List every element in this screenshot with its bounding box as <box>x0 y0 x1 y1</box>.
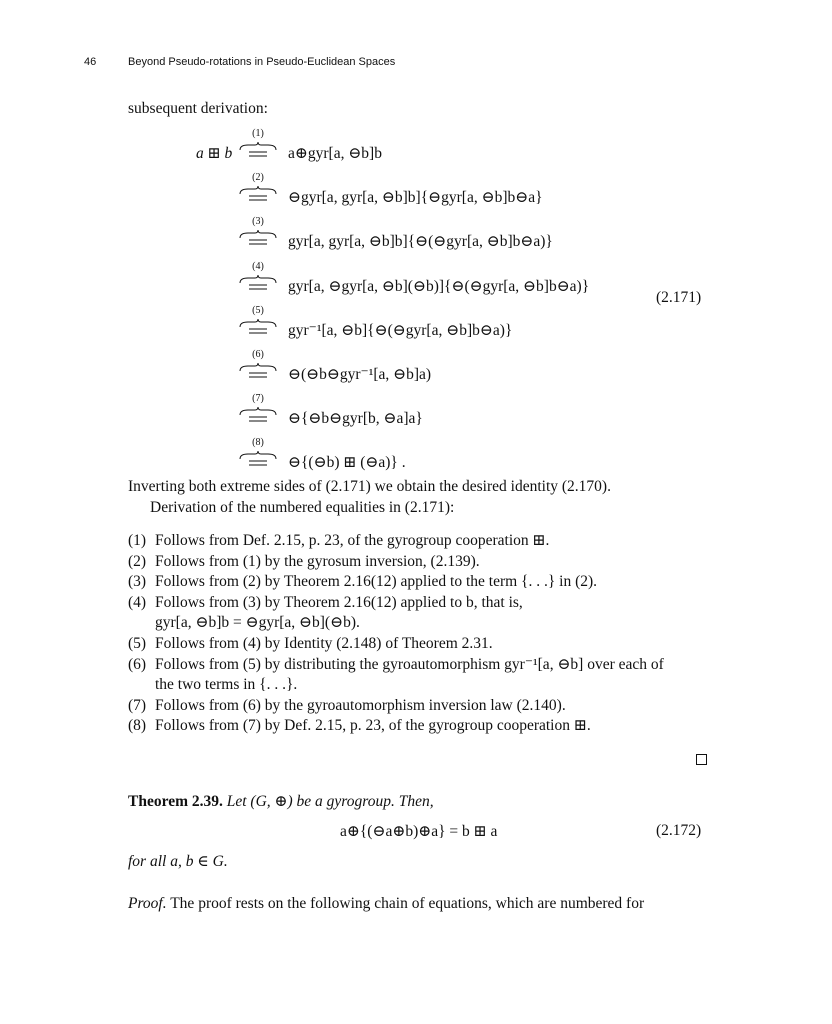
theorem-statement: Let (G, ⊕) be a gyrogroup. Then, <box>226 793 434 810</box>
brace-equals-icon <box>238 361 278 381</box>
running-header <box>84 56 395 68</box>
step-rhs: ⊖(⊖b⊖gyr⁻¹[a, ⊖b]a) <box>288 366 432 383</box>
step-label: (6) <box>252 349 264 360</box>
brace-equals-icon <box>238 405 278 425</box>
justification-number: (3) <box>128 573 147 591</box>
step-equals-sign <box>238 261 278 297</box>
step-equals-sign <box>238 172 278 208</box>
theorem-label: Theorem 2.39. <box>128 793 223 810</box>
theorem-condition: for all a, b ∈ G. <box>128 853 228 870</box>
step-label: (5) <box>252 304 264 316</box>
step-equals-sign <box>238 393 278 429</box>
justification-text: the two terms in {. . .}. <box>155 676 298 694</box>
justification-text: Follows from (1) by the gyrosum inversion, (2.139). <box>155 552 480 570</box>
justification-item <box>128 696 664 717</box>
step-equals-sign <box>238 216 278 252</box>
proof-paragraph <box>128 894 644 914</box>
step-rhs: ⊖gyr[a, gyr[a, ⊖b]b]{⊖gyr[a, ⊖b]b⊖a} <box>288 189 543 207</box>
step-equals-sign <box>238 437 278 473</box>
theorem-equation: a⊕{(⊖a⊕b)⊕a} = b ⊞ a <box>340 823 498 840</box>
brace-equals-icon <box>238 273 278 293</box>
justification-item <box>128 593 664 634</box>
justification-item <box>128 655 664 696</box>
derivation-lhs: a ⊞ b <box>196 145 233 162</box>
step-label: (8) <box>252 437 264 449</box>
equation-number-2171: (2.171) <box>656 289 702 306</box>
justification-item <box>128 634 664 655</box>
justification-number: (1) <box>128 532 147 549</box>
justification-text: Follows from (5) by distributing the gyroautomorphism gyr⁻¹[a, ⊖b] over each of <box>155 655 664 673</box>
justification-text: Follows from (3) by Theorem 2.16(12) applied to b, that is, <box>155 593 523 611</box>
brace-equals-icon <box>238 449 278 469</box>
equation-number-2172: (2.172) <box>656 822 702 839</box>
brace-equals-icon <box>238 140 278 160</box>
justification-number: (4) <box>128 593 147 611</box>
step-rhs: a⊕gyr[a, ⊖b]b <box>288 145 382 162</box>
justification-text: Follows from (6) by the gyroautomorphism inversion law (2.140). <box>155 696 566 714</box>
justification-number: (8) <box>128 717 147 735</box>
brace-equals-icon <box>238 317 278 337</box>
brace-equals-icon <box>238 184 278 204</box>
step-equals-sign <box>238 349 278 385</box>
justification-text: gyr[a, ⊖b]b = ⊖gyr[a, ⊖b](⊖b). <box>155 614 360 632</box>
step-rhs: gyr⁻¹[a, ⊖b]{⊖(⊖gyr[a, ⊖b]b⊖a)} <box>288 321 513 339</box>
theorem-heading <box>128 792 434 812</box>
step-equals-sign <box>238 128 278 164</box>
step-label: (7) <box>252 393 264 405</box>
justification-number: (5) <box>128 634 147 652</box>
justification-text: Follows from (2) by Theorem 2.16(12) applied to the term {. . .} in (2). <box>155 573 598 591</box>
justification-item <box>128 552 664 573</box>
running-title: Beyond Pseudo-rotations in Pseudo-Euclidean Spaces <box>128 56 396 68</box>
justification-text: Follows from Def. 2.15, p. 23, of the gyrogroup cooperation ⊞. <box>155 532 550 549</box>
paragraph-inverting: Inverting both extreme sides of (2.171) we obtain the desired identity (2.170). <box>128 478 611 495</box>
justification-text: Follows from (7) by Def. 2.15, p. 23, of the gyrogroup cooperation ⊞. <box>155 717 591 735</box>
proof-label: Proof. <box>128 895 167 912</box>
justification-text: Follows from (4) by Identity (2.148) of Theorem 2.31. <box>155 634 493 652</box>
step-label: (2) <box>252 172 264 184</box>
step-rhs: ⊖{⊖b⊖gyr[b, ⊖a]a} <box>288 410 423 428</box>
justification-item <box>128 716 664 737</box>
step-label: (3) <box>252 216 264 228</box>
step-label: (1) <box>252 128 264 139</box>
brace-equals-icon <box>238 228 278 248</box>
justification-number: (2) <box>128 552 147 570</box>
step-label: (4) <box>252 260 264 272</box>
justification-list <box>128 531 664 737</box>
step-rhs: gyr[a, ⊖gyr[a, ⊖b](⊖b)]{⊖(⊖gyr[a, ⊖b]b⊖a)} <box>288 277 590 295</box>
qed-box <box>696 754 707 765</box>
intro-text: subsequent derivation: <box>128 100 268 117</box>
page-number: 46 <box>84 56 97 68</box>
proof-text: The proof rests on the following chain of equations, which are numbered for <box>170 895 645 912</box>
justification-item <box>128 572 664 593</box>
step-rhs: ⊖{(⊖b) ⊞ (⊖a)} . <box>288 454 406 472</box>
step-rhs: gyr[a, gyr[a, ⊖b]b]{⊖(⊖gyr[a, ⊖b]b⊖a)} <box>288 233 553 251</box>
paragraph-derivation: Derivation of the numbered equalities in (2.171): <box>150 499 455 516</box>
justification-number: (6) <box>128 655 147 673</box>
step-equals-sign <box>238 305 278 341</box>
justification-item <box>128 531 664 552</box>
justification-number: (7) <box>128 696 147 714</box>
